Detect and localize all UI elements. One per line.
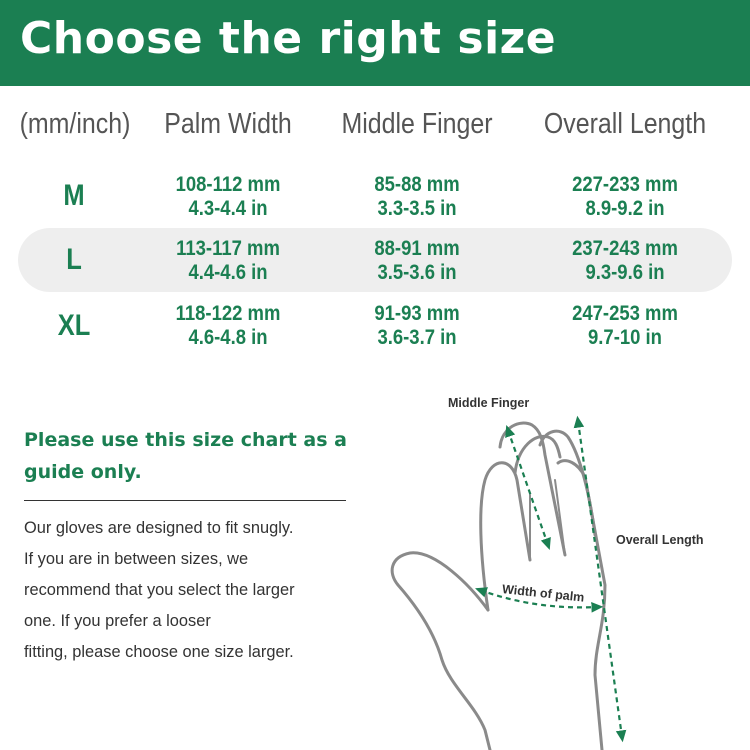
size-label-l: L (66, 243, 82, 276)
hand-measurement-diagram (380, 385, 750, 750)
guide-heading: Please use this size chart as a guide only. (24, 429, 347, 483)
overall-length-xl-mm: 247-253 mm (572, 302, 678, 325)
middle-finger-l (329, 237, 505, 285)
hand-outline-icon (392, 423, 605, 750)
guide-line: If you are in between sizes, we (24, 550, 249, 568)
middle-finger-m (329, 173, 505, 221)
column-header-middle-finger: Middle Finger (341, 108, 493, 140)
palm-width-xl-in: 4.6-4.8 in (188, 326, 268, 349)
middle-finger-label: Middle Finger (448, 396, 530, 410)
guide-line: Our gloves are designed to fit snugly. (24, 519, 294, 537)
overall-length-m (537, 173, 713, 221)
column-header-unit: (mm/inch) (19, 108, 131, 140)
middle-finger-l-in: 3.5-3.6 in (377, 261, 457, 284)
overall-length-l-in: 9.3-9.6 in (585, 261, 665, 284)
middle-finger-xl (329, 302, 505, 350)
overall-length-l (537, 237, 713, 285)
overall-length-m-in: 8.9-9.2 in (585, 197, 665, 220)
middle-finger-l-mm: 88-91 mm (374, 237, 460, 260)
middle-finger-m-in: 3.3-3.5 in (377, 197, 457, 220)
middle-finger-xl-mm: 91-93 mm (374, 302, 460, 325)
palm-width-label: Width of palm (501, 582, 586, 605)
overall-length-arrow (578, 421, 622, 737)
palm-width-xl-mm: 118-122 mm (175, 302, 281, 325)
guide-body-text (24, 513, 369, 668)
divider (24, 500, 346, 501)
overall-length-xl (537, 302, 713, 350)
palm-width-m-in: 4.3-4.4 in (188, 197, 268, 220)
palm-width-l-mm: 113-117 mm (176, 237, 280, 260)
size-label-xl: XL (57, 309, 91, 342)
overall-length-xl-in: 9.7-10 in (588, 326, 662, 349)
middle-finger-arrow (508, 430, 548, 545)
overall-length-label: Overall Length (616, 533, 704, 547)
middle-finger-xl-in: 3.6-3.7 in (377, 326, 457, 349)
palm-width-m-mm: 108-112 mm (175, 173, 281, 196)
size-label-m: M (63, 179, 85, 212)
guide-line: fitting, please choose one size larger. (24, 643, 294, 661)
overall-length-m-mm: 227-233 mm (572, 173, 678, 196)
column-header-overall-length: Overall Length (543, 108, 707, 140)
palm-width-xl (140, 302, 316, 350)
middle-finger-m-mm: 85-88 mm (374, 173, 460, 196)
palm-width-l (140, 237, 316, 285)
page-title: Choose the right size (20, 13, 557, 64)
guide-line: recommend that you select the larger (24, 581, 295, 599)
overall-length-l-mm: 237-243 mm (572, 237, 678, 260)
palm-width-m (140, 173, 316, 221)
palm-width-l-in: 4.4-4.6 in (188, 261, 268, 284)
column-header-palm-width: Palm Width (164, 108, 292, 140)
header-banner (0, 0, 750, 86)
guide-line: one. If you prefer a looser (24, 612, 211, 630)
